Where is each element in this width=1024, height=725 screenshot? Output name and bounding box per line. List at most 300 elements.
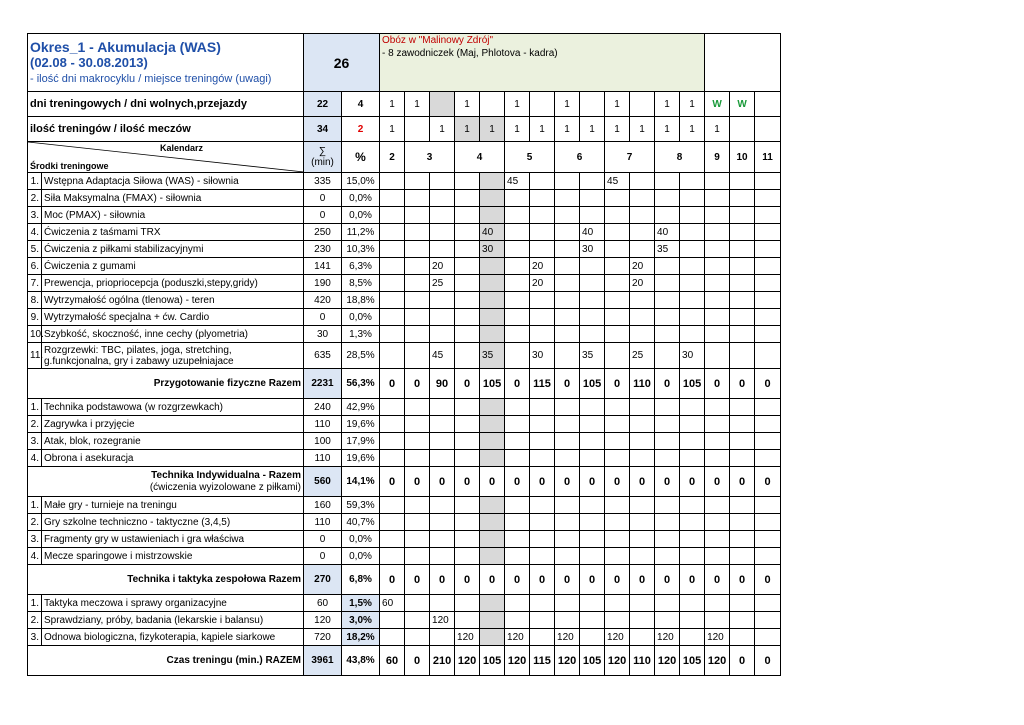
week-value (530, 548, 555, 565)
week-value (455, 190, 480, 207)
section-total-value: 0 (630, 565, 655, 595)
period-subtitle: - ilość dni makrocyklu / miejsce treningów (uwagi) (30, 72, 272, 85)
week-value (505, 548, 530, 565)
week-value: 120 (555, 629, 580, 646)
sessions-row (28, 117, 781, 142)
week-value (405, 224, 430, 241)
week-value (430, 629, 455, 646)
session-cell: 1 (605, 117, 630, 142)
week-value (680, 497, 705, 514)
activity-row (28, 629, 781, 646)
days-label: dni treningowych / dni wolnych,przejazdy (28, 92, 304, 117)
week-value (605, 531, 630, 548)
section-total-value: 0 (555, 565, 580, 595)
section-total-value: 0 (680, 467, 705, 497)
section-total-value: 120 (505, 646, 530, 676)
week-value (505, 190, 530, 207)
week-value (655, 548, 680, 565)
section-total-label (28, 369, 304, 399)
week-value (405, 629, 430, 646)
week-value (405, 612, 430, 629)
week-value (630, 399, 655, 416)
section-total-value: 105 (480, 646, 505, 676)
week-value (630, 629, 655, 646)
week-value (655, 595, 680, 612)
section-total-value: 0 (505, 467, 530, 497)
session-cell: 1 (530, 117, 555, 142)
activity-minutes: 250 (304, 224, 342, 241)
week-value (555, 173, 580, 190)
activity-name: Taktyka meczowa i sprawy organizacyjne (42, 595, 304, 612)
section-total-value: 0 (755, 369, 781, 399)
section-total-value: 0 (405, 565, 430, 595)
week-value: 30 (480, 241, 505, 258)
week-value (555, 514, 580, 531)
section-total-value: 0 (380, 369, 405, 399)
activity-percent: 3,0% (342, 612, 380, 629)
week-value (730, 275, 755, 292)
week-value: 30 (580, 241, 605, 258)
week-number: 10 (730, 142, 755, 173)
week-value (605, 292, 630, 309)
activity-minutes: 30 (304, 326, 342, 343)
week-value (555, 531, 580, 548)
week-value (605, 433, 630, 450)
section-total-value: 0 (730, 467, 755, 497)
section-total-row (28, 467, 781, 497)
week-value (680, 433, 705, 450)
week-value (705, 612, 730, 629)
week-value (755, 433, 781, 450)
week-value (405, 595, 430, 612)
free-day-marker: W (705, 92, 730, 117)
week-value (380, 548, 405, 565)
week-value (505, 275, 530, 292)
week-value: 40 (580, 224, 605, 241)
week-value: 35 (655, 241, 680, 258)
activity-percent: 1,5% (342, 595, 380, 612)
activity-percent: 19,6% (342, 450, 380, 467)
week-value (730, 612, 755, 629)
activity-percent: 18,8% (342, 292, 380, 309)
week-value (455, 224, 480, 241)
activity-row (28, 595, 781, 612)
section-total-value: 0 (580, 467, 605, 497)
week-value (655, 514, 680, 531)
section-total-percent: 56,3% (342, 369, 380, 399)
activity-minutes: 100 (304, 433, 342, 450)
period-dates: (02.08 - 30.08.2013) (30, 54, 148, 70)
week-value (555, 326, 580, 343)
section-total-value: 0 (380, 565, 405, 595)
week-value (530, 416, 555, 433)
week-value (605, 416, 630, 433)
week-value (505, 224, 530, 241)
section-total-value: 90 (430, 369, 455, 399)
activity-name: Zagrywka i przyjęcie (42, 416, 304, 433)
week-value (405, 326, 430, 343)
week-value (680, 531, 705, 548)
activity-percent: 0,0% (342, 190, 380, 207)
section-total-value: 105 (680, 369, 705, 399)
week-value (480, 173, 505, 190)
activity-name: Atak, blok, rozegranie (42, 433, 304, 450)
activity-name: Ćwiczenia z piłkami stabilizacyjnymi (42, 241, 304, 258)
week-value (505, 514, 530, 531)
activity-name: Sprawdziany, próby, badania (lekarskie i balansu) (42, 612, 304, 629)
week-value (430, 292, 455, 309)
week-value: 45 (605, 173, 630, 190)
week-value (455, 275, 480, 292)
week-value (555, 207, 580, 224)
activity-name: Fragmenty gry w ustawieniach i gra właściwa (42, 531, 304, 548)
week-value: 20 (630, 275, 655, 292)
section-total-value: 0 (705, 369, 730, 399)
week-value (630, 224, 655, 241)
week-value: 35 (580, 343, 605, 369)
activity-percent: 1,3% (342, 326, 380, 343)
week-value (380, 514, 405, 531)
week-value: 120 (655, 629, 680, 646)
week-value (680, 275, 705, 292)
activity-name: Wstępna Adaptacja Siłowa (WAS) - siłownia (42, 173, 304, 190)
row-index: 2. (28, 612, 42, 629)
header-empty (705, 34, 781, 92)
activity-minutes: 120 (304, 612, 342, 629)
week-value (505, 497, 530, 514)
week-value (555, 433, 580, 450)
week-value (430, 433, 455, 450)
week-value (605, 497, 630, 514)
week-value (755, 292, 781, 309)
week-value (430, 190, 455, 207)
week-value (630, 416, 655, 433)
week-value (680, 450, 705, 467)
week-value (655, 173, 680, 190)
week-value (755, 595, 781, 612)
week-value (405, 416, 430, 433)
days-free: 4 (342, 92, 380, 117)
section-total-value: 0 (555, 369, 580, 399)
day-cell (480, 92, 505, 117)
activity-row (28, 326, 781, 343)
week-value (455, 309, 480, 326)
week-value (705, 326, 730, 343)
week-value (480, 450, 505, 467)
week-value (730, 173, 755, 190)
week-value (730, 292, 755, 309)
week-value (530, 326, 555, 343)
week-value (380, 190, 405, 207)
activity-minutes: 0 (304, 309, 342, 326)
week-value (680, 595, 705, 612)
week-number: 9 (705, 142, 730, 173)
row-index: 6. (28, 258, 42, 275)
activity-name: Gry szkolne techniczno - taktyczne (3,4,5) (42, 514, 304, 531)
section-total-value: 120 (705, 646, 730, 676)
week-value (605, 548, 630, 565)
week-value (555, 258, 580, 275)
week-value (405, 343, 430, 369)
section-total-percent: 6,8% (342, 565, 380, 595)
activity-row (28, 497, 781, 514)
week-value (655, 258, 680, 275)
week-value (680, 309, 705, 326)
section-total-sub: (ćwiczenia wyizolowane z piłkami) (149, 481, 301, 493)
section-total-value: 0 (705, 467, 730, 497)
week-value (380, 531, 405, 548)
week-value (405, 399, 430, 416)
week-number: 8 (655, 142, 705, 173)
week-value: 30 (680, 343, 705, 369)
section-total-value: 0 (530, 565, 555, 595)
week-value (755, 309, 781, 326)
week-value: 120 (705, 629, 730, 646)
row-index: 2. (28, 416, 42, 433)
week-value (655, 531, 680, 548)
week-value (705, 173, 730, 190)
week-value (680, 548, 705, 565)
week-value (755, 241, 781, 258)
week-value (605, 343, 630, 369)
week-value (430, 548, 455, 565)
section-total-row (28, 565, 781, 595)
week-value (555, 399, 580, 416)
week-value (580, 595, 605, 612)
activity-name: Wytrzymałość ogólna (tlenowa) - teren (42, 292, 304, 309)
section-total-value: 120 (455, 646, 480, 676)
week-value (455, 548, 480, 565)
day-cell (430, 92, 455, 117)
week-value (530, 595, 555, 612)
section-total-value: 0 (530, 467, 555, 497)
week-value (405, 173, 430, 190)
week-value (380, 173, 405, 190)
section-total-title: Technika Indywidualna - Razem (151, 469, 301, 481)
week-value (605, 207, 630, 224)
week-value (755, 531, 781, 548)
week-value (755, 399, 781, 416)
activity-row (28, 241, 781, 258)
row-index: 3. (28, 433, 42, 450)
sessions-train: 34 (304, 117, 342, 142)
week-number: 11 (755, 142, 781, 173)
week-value (680, 241, 705, 258)
week-value (680, 416, 705, 433)
activity-percent: 0,0% (342, 531, 380, 548)
week-value (630, 531, 655, 548)
week-value: 40 (655, 224, 680, 241)
session-cell: 1 (555, 117, 580, 142)
section-total-minutes: 2231 (304, 369, 342, 399)
section-total-value: 105 (480, 369, 505, 399)
week-value (580, 497, 605, 514)
week-value (655, 309, 680, 326)
week-value (530, 292, 555, 309)
activity-row (28, 450, 781, 467)
pct-header: % (342, 142, 380, 173)
week-value (555, 292, 580, 309)
week-number: 4 (455, 142, 505, 173)
session-cell: 1 (705, 117, 730, 142)
week-number: 2 (380, 142, 405, 173)
week-value (605, 514, 630, 531)
week-value (705, 224, 730, 241)
week-value (730, 190, 755, 207)
week-value (505, 416, 530, 433)
week-value (380, 343, 405, 369)
week-value (505, 433, 530, 450)
week-value (505, 258, 530, 275)
week-value (480, 433, 505, 450)
section-total-value: 0 (680, 565, 705, 595)
week-value (730, 433, 755, 450)
day-cell (630, 92, 655, 117)
week-value (655, 190, 680, 207)
week-value (480, 292, 505, 309)
week-value (705, 258, 730, 275)
week-value (405, 309, 430, 326)
activity-percent: 0,0% (342, 207, 380, 224)
section-total-value: 105 (580, 369, 605, 399)
row-index: 10. (28, 326, 42, 343)
week-value: 40 (480, 224, 505, 241)
week-value (430, 497, 455, 514)
section-total-value: 110 (630, 646, 655, 676)
row-index: 8. (28, 292, 42, 309)
week-value (555, 595, 580, 612)
section-total-value: 0 (580, 565, 605, 595)
week-value (705, 309, 730, 326)
session-cell: 1 (455, 117, 480, 142)
section-total-value: 0 (505, 369, 530, 399)
week-value (755, 326, 781, 343)
section-total-row (28, 646, 781, 676)
day-cell: 1 (405, 92, 430, 117)
week-value (480, 399, 505, 416)
activity-row (28, 416, 781, 433)
week-value (755, 190, 781, 207)
week-value (730, 416, 755, 433)
section-total-minutes: 270 (304, 565, 342, 595)
section-total-value: 0 (730, 646, 755, 676)
calendar-label: Kalendarz (159, 143, 203, 153)
week-value (555, 190, 580, 207)
week-value (755, 224, 781, 241)
week-value: 35 (480, 343, 505, 369)
week-value (705, 207, 730, 224)
week-value (630, 450, 655, 467)
week-value (380, 309, 405, 326)
week-value (605, 258, 630, 275)
week-value (730, 595, 755, 612)
day-cell: 1 (680, 92, 705, 117)
activity-percent: 18,2% (342, 629, 380, 646)
session-cell: 1 (580, 117, 605, 142)
activity-row (28, 207, 781, 224)
week-value (455, 433, 480, 450)
week-value (505, 343, 530, 369)
week-value (630, 309, 655, 326)
section-total-value: 0 (505, 565, 530, 595)
activity-name: Mecze sparingowe i mistrzowskie (42, 548, 304, 565)
activity-percent: 11,2% (342, 224, 380, 241)
week-value (505, 450, 530, 467)
days-train: 22 (304, 92, 342, 117)
week-value (455, 416, 480, 433)
week-value (680, 258, 705, 275)
row-index: 4. (28, 548, 42, 565)
activity-minutes: 60 (304, 595, 342, 612)
day-cell (530, 92, 555, 117)
week-value (705, 416, 730, 433)
week-value (430, 595, 455, 612)
section-total-value: 0 (605, 369, 630, 399)
week-value (455, 497, 480, 514)
week-value (405, 514, 430, 531)
section-total-value: 0 (605, 467, 630, 497)
week-value (380, 629, 405, 646)
activity-percent: 6,3% (342, 258, 380, 275)
week-value (380, 207, 405, 224)
week-value (605, 612, 630, 629)
week-value (455, 292, 480, 309)
week-value (455, 241, 480, 258)
week-value: 20 (530, 275, 555, 292)
week-value (530, 399, 555, 416)
week-value (730, 326, 755, 343)
sum-unit: (min) (311, 157, 334, 168)
row-index: 4. (28, 450, 42, 467)
week-value (580, 292, 605, 309)
activity-row (28, 173, 781, 190)
week-value (530, 514, 555, 531)
week-value (730, 450, 755, 467)
sessions-pad (755, 117, 781, 142)
week-value (655, 612, 680, 629)
week-value (580, 399, 605, 416)
section-total-percent: 14,1% (342, 467, 380, 497)
week-value (580, 207, 605, 224)
activity-minutes: 240 (304, 399, 342, 416)
section-total-row (28, 369, 781, 399)
week-value: 45 (505, 173, 530, 190)
week-value (580, 548, 605, 565)
week-value (505, 207, 530, 224)
day-cell: 1 (455, 92, 480, 117)
week-value (605, 326, 630, 343)
week-value (730, 531, 755, 548)
week-value (455, 326, 480, 343)
row-index: 9. (28, 309, 42, 326)
week-value (555, 224, 580, 241)
row-index: 2. (28, 190, 42, 207)
section-total-value: 120 (555, 646, 580, 676)
section-total-value: 0 (430, 467, 455, 497)
week-value: 120 (605, 629, 630, 646)
week-value (630, 190, 655, 207)
week-value (705, 343, 730, 369)
week-value (530, 497, 555, 514)
week-value (755, 343, 781, 369)
row-index: 3. (28, 207, 42, 224)
week-value: 120 (455, 629, 480, 646)
week-value: 120 (505, 629, 530, 646)
week-value (480, 258, 505, 275)
activity-name: Odnowa biologiczna, fizykoterapia, kąpiele siarkowe (42, 629, 304, 646)
sessions-matches: 2 (342, 117, 380, 142)
week-value (430, 514, 455, 531)
